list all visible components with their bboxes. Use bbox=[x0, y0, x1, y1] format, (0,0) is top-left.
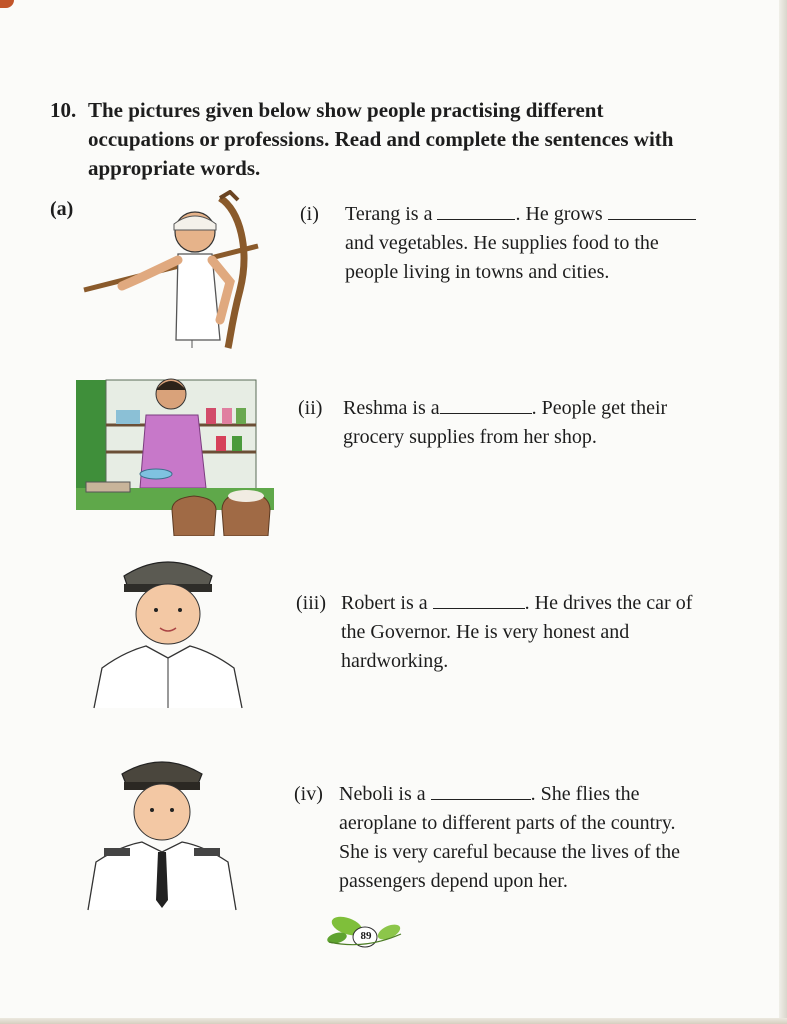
item-number: (iv) bbox=[294, 783, 323, 805]
sentence-text: . People get their grocery supplies from her shop. bbox=[343, 397, 668, 448]
item-number: (i) bbox=[300, 203, 319, 225]
part-label: (a) bbox=[50, 198, 74, 220]
answer-blank[interactable] bbox=[433, 590, 525, 609]
answer-blank[interactable] bbox=[440, 395, 532, 414]
sentence-text: Reshma is a bbox=[343, 397, 440, 419]
question-number: 10. bbox=[50, 98, 77, 122]
sentence-text: . She flies the aeroplane to different parts of the country. She is very careful because the lives of the passengers depend upon her. bbox=[339, 783, 680, 892]
sentence-text: and vegetables. He supplies food to the people living in towns and cities. bbox=[345, 232, 659, 283]
question-text: The pictures given below show people practising different occupations or professions. Read and complete the sentences with appropriate words. bbox=[88, 98, 674, 180]
answer-blank[interactable] bbox=[431, 781, 531, 800]
answer-blank[interactable] bbox=[608, 201, 696, 220]
sentence-text: . He grows bbox=[515, 203, 603, 225]
page-edge-bottom bbox=[0, 1018, 787, 1024]
sentence-text: . He drives the car of the Governor. He is very honest and hardworking. bbox=[341, 592, 693, 672]
page-corner-mark bbox=[0, 0, 14, 8]
page-number: 89 bbox=[360, 930, 372, 942]
page-edge bbox=[779, 0, 787, 1024]
answer-blank[interactable] bbox=[437, 201, 515, 220]
sentence-text: Robert is a bbox=[341, 592, 428, 614]
chauffeur-illustration bbox=[84, 548, 250, 716]
sentence-text: Terang is a bbox=[345, 203, 433, 225]
item-number: (ii) bbox=[298, 397, 323, 419]
pilot-illustration bbox=[84, 750, 240, 914]
sentence-text: Neboli is a bbox=[339, 783, 426, 805]
item-number: (iii) bbox=[296, 592, 326, 614]
shopkeeper-illustration bbox=[76, 370, 274, 536]
farmer-with-plough-illustration bbox=[80, 190, 260, 350]
